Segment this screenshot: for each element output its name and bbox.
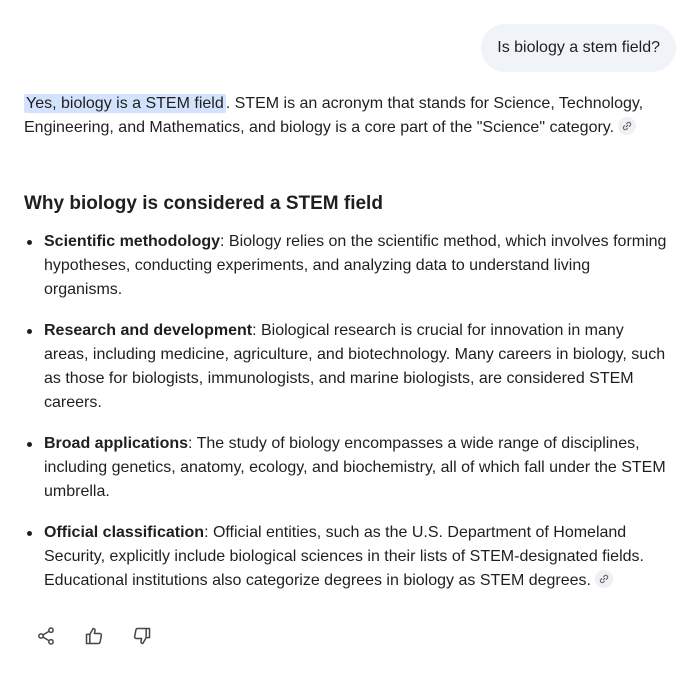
- bullet-icon: [27, 329, 32, 334]
- list-item: [24, 432, 672, 504]
- user-message-text: Is biology a stem field?: [497, 39, 660, 56]
- thumbs-up-button[interactable]: [82, 624, 106, 648]
- reason-term: Research and development: [44, 322, 253, 339]
- answer-highlight: Yes, biology is a STEM field: [26, 95, 224, 112]
- thumbs-up-icon: [84, 626, 104, 646]
- bullet-icon: [27, 240, 32, 245]
- reason-term: Scientific methodology: [44, 233, 221, 250]
- link-icon: [622, 121, 632, 131]
- answer-intro-text: . STEM is an acronym that stands for Science, Technology, Engineering, and Mathematics, and biology is a core part of the "Science" category.: [24, 95, 644, 136]
- answer-intro: [24, 92, 672, 140]
- user-message-bubble: [481, 24, 676, 72]
- bullet-icon: [27, 531, 32, 536]
- reasons-list: [24, 230, 672, 593]
- share-icon: [36, 626, 56, 646]
- list-item: [24, 319, 672, 415]
- reason-term: Official classification: [44, 524, 205, 541]
- thumbs-down-button[interactable]: [130, 624, 154, 648]
- bullet-icon: [27, 442, 32, 447]
- reason-text: : Biological research is crucial for innovation in many areas, including medicine, agriculture, and biotechnology. Many careers in biology, such as those for biologists, immunologists, and marine biologists, are considered STEM careers.: [44, 322, 666, 411]
- section-title: Why biology is considered a STEM field: [24, 193, 383, 214]
- reason-text: : Official entities, such as the U.S. Department of Homeland Security, explicitly include biological sciences in their lists of STEM-designated fields. Educational institutions also categorize degrees in biology as STEM degrees.: [44, 524, 644, 589]
- response-actions: [34, 624, 154, 648]
- thumbs-down-icon: [132, 626, 152, 646]
- reason-text: : Biology relies on the scientific method, which involves forming hypotheses, conducting experiments, and analyzing data to understand living organisms.: [44, 233, 667, 298]
- reason-term: Broad applications: [44, 435, 189, 452]
- citation-link-button[interactable]: [618, 117, 636, 135]
- list-item: [24, 521, 672, 593]
- link-icon: [599, 574, 609, 584]
- list-item: [24, 230, 672, 302]
- reason-text: : The study of biology encompasses a wide range of disciplines, including genetics, anatomy, ecology, and biochemistry, all of which fall under the STEM umbrella.: [44, 435, 666, 500]
- ai-answer: [24, 92, 672, 610]
- share-button[interactable]: [34, 624, 58, 648]
- citation-link-button[interactable]: [595, 570, 613, 588]
